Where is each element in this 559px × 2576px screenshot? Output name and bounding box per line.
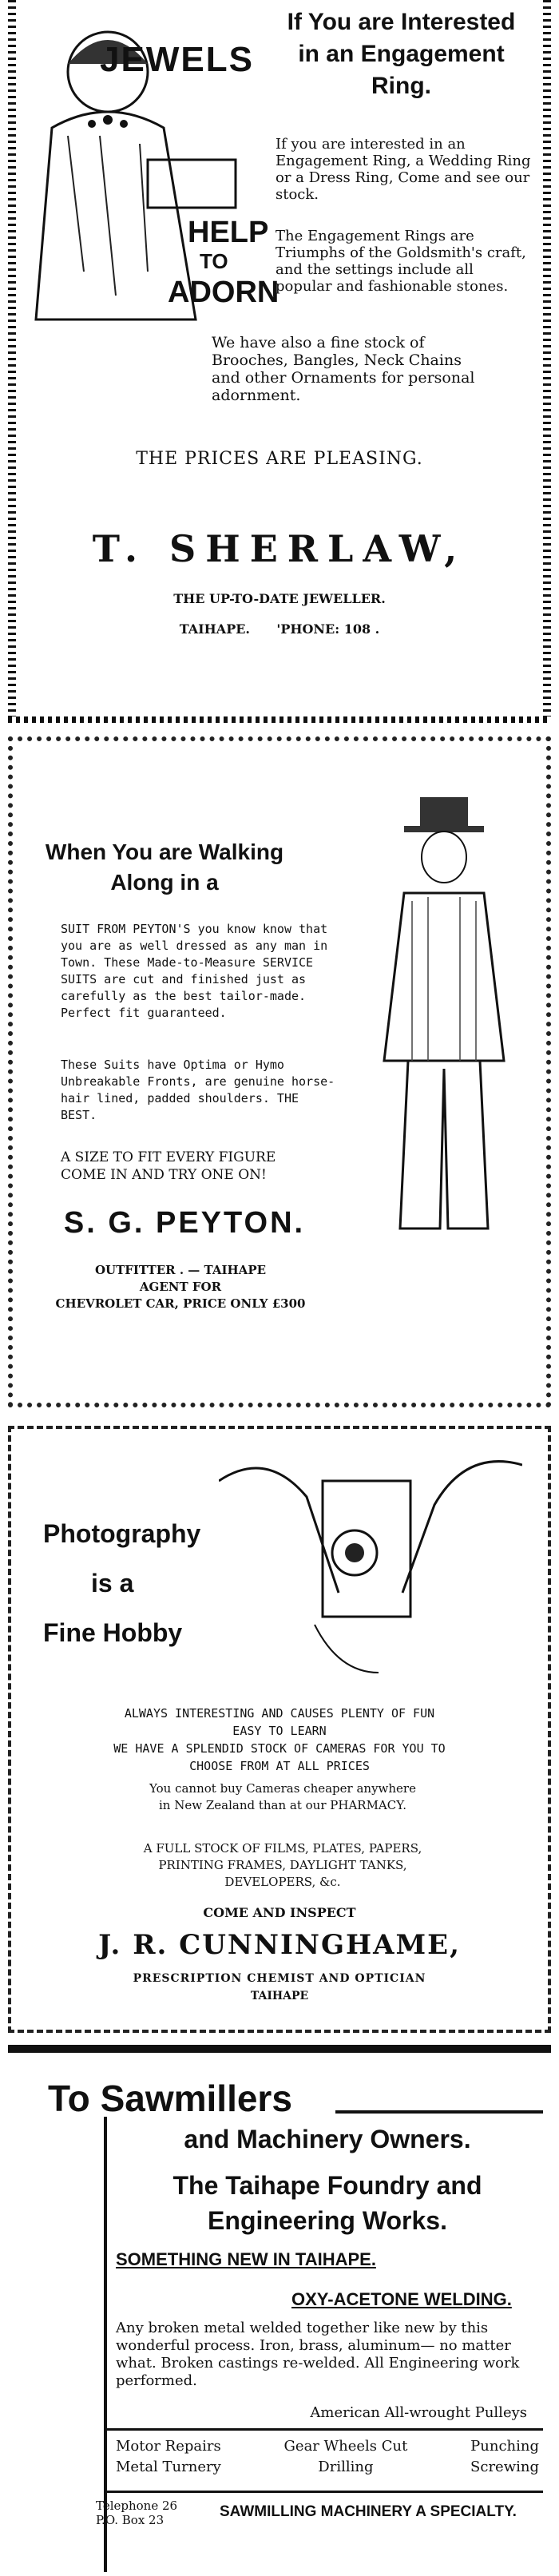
detail-line-2: AGENT FOR bbox=[139, 1280, 222, 1294]
cunninghame-advert bbox=[8, 1426, 551, 2033]
size-line-2: COME IN AND TRY ONE ON! bbox=[61, 1167, 267, 1183]
camera-illustration bbox=[219, 1433, 522, 1697]
sherlaw-tagline: THE UP-TO-DATE JEWELLER. bbox=[173, 591, 386, 606]
foundry-para-1: Any broken metal welded together like new by this wonderful process. Iron, brass, aluminum— no matter what. Broken castings re-welded. All Engineering work performed. bbox=[116, 2320, 520, 2389]
illustration-word-help: HELP bbox=[188, 216, 269, 249]
service-punching: Punching bbox=[470, 2438, 539, 2455]
peyton-para-2: These Suits have Optima or Hymo Unbreakable Fronts, are genuine horse-hair lined, padded shoulders. THE BEST. bbox=[61, 1058, 335, 1122]
foundry-headline-2: and Machinery Owners. bbox=[184, 2125, 471, 2153]
sherlaw-prices: THE PRICES ARE PLEASING. bbox=[136, 449, 423, 469]
headline-line-2: is a bbox=[91, 1569, 134, 1598]
sherlaw-para-2: The Engagement Rings are Triumphs of the Goldsmith's craft, and the settings include all popular and fashionable stones. bbox=[276, 228, 526, 295]
foundry-rule-low bbox=[107, 2491, 543, 2493]
sherlaw-para-1: If you are interested in an Engagement Ring, a Wedding Ring or a Dress Ring, Come and see our stock. bbox=[276, 136, 531, 203]
cunninghame-para-1: You cannot buy Cameras cheaper anywhere in New Zealand than at our PHARMACY. bbox=[149, 1781, 416, 1812]
size-line-1: A SIZE TO FIT EVERY FIGURE bbox=[61, 1149, 276, 1165]
illustration-word-adorn: ADORN bbox=[168, 276, 280, 309]
sherlaw-address: TAIHAPE. bbox=[179, 621, 250, 637]
foundry-telephone bbox=[96, 2499, 177, 2527]
jewels-illustration bbox=[20, 8, 280, 351]
foundry-headline-3: The Taihape Foundry and bbox=[172, 2171, 482, 2200]
foundry-headline-4: Engineering Works. bbox=[208, 2206, 447, 2235]
foundry-rule-mid bbox=[107, 2428, 543, 2431]
foundry-specialty: SAWMILLING MACHINERY A SPECIALTY. bbox=[220, 2503, 517, 2520]
sherlaw-advert bbox=[8, 0, 551, 723]
telephone-line: Telephone 26 bbox=[96, 2499, 178, 2513]
cunninghame-para-2: A FULL STOCK OF FILMS, PLATES, PAPERS, PRINTING FRAMES, DAYLIGHT TANKS, DEVELOPERS, &c. bbox=[143, 1841, 422, 1889]
cunninghame-come: COME AND INSPECT bbox=[203, 1905, 356, 1920]
cunninghame-role: PRESCRIPTION CHEMIST AND OPTICIAN bbox=[133, 1972, 426, 1985]
foundry-welding: OXY-ACETONE WELDING. bbox=[291, 2289, 512, 2309]
service-drilling: Drilling bbox=[318, 2459, 374, 2475]
headline-line-1: Photography bbox=[43, 1519, 201, 1548]
sherlaw-para-3: We have also a fine stock of Brooches, Bangles, Neck Chains and other Ornaments for personal adornment. bbox=[212, 334, 475, 404]
detail-line-3: CHEVROLET CAR, PRICE ONLY £300 bbox=[55, 1296, 306, 1311]
service-gear-wheels: Gear Wheels Cut bbox=[283, 2438, 408, 2455]
sherlaw-headline bbox=[268, 6, 535, 102]
info-line-4: CHOOSE FROM AT ALL PRICES bbox=[189, 1759, 370, 1773]
info-line-2: EASY TO LEARN bbox=[232, 1724, 327, 1738]
headline-line-3: Ring. bbox=[371, 73, 431, 99]
peyton-para-1: SUIT FROM PEYTON'S you know know that you are as well dressed as any man in Town. These Made-to-Measure SERVICE SUITS are cut and finished just as carefully as the best tailor-made. Perfect fit guaranteed. bbox=[61, 922, 328, 1020]
po-box-line: P.O. Box 23 bbox=[96, 2513, 165, 2527]
foundry-headline-1: To Sawmillers bbox=[48, 2078, 292, 2119]
sherlaw-contact bbox=[8, 621, 551, 637]
cunninghame-lines bbox=[19, 1705, 540, 1775]
peyton-advert bbox=[8, 736, 551, 1407]
peyton-headline bbox=[29, 837, 300, 898]
foundry-advert bbox=[8, 2045, 551, 2572]
foundry-services bbox=[116, 2436, 539, 2478]
sherlaw-phone: 'PHONE: 108 . bbox=[276, 621, 380, 637]
headline-line-1: When You are Walking bbox=[45, 839, 284, 864]
service-motor-repairs: Motor Repairs bbox=[116, 2438, 221, 2455]
service-screwing: Screwing bbox=[470, 2459, 539, 2475]
illustration-word-to: TO bbox=[200, 249, 228, 273]
foundry-pulleys: American All-wrought Pulleys bbox=[310, 2404, 527, 2421]
cunninghame-town: TAIHAPE bbox=[250, 1990, 309, 2002]
detail-line-1: OUTFITTER . — TAIHAPE bbox=[94, 1263, 267, 1277]
sherlaw-name: T. SHERLAW, bbox=[92, 527, 467, 570]
headline-line-3: Fine Hobby bbox=[43, 1618, 183, 1647]
peyton-details bbox=[29, 1262, 332, 1312]
suit-man-illustration bbox=[364, 797, 532, 1244]
peyton-name: S. G. PEYTON. bbox=[63, 1206, 306, 1240]
cunninghame-name: J. R. CUNNINGHAME, bbox=[98, 1929, 461, 1961]
headline-line-2: Along in a bbox=[110, 870, 219, 895]
peyton-size bbox=[61, 1149, 276, 1184]
photography-headline bbox=[43, 1509, 200, 1657]
foundry-rule-top bbox=[335, 2110, 543, 2114]
headline-line-2: in an Engagement bbox=[298, 41, 505, 67]
service-metal-turnery: Metal Turnery bbox=[116, 2459, 221, 2475]
illustration-word-jewels: JEWELS bbox=[100, 40, 254, 79]
info-line-3: WE HAVE A SPLENDID STOCK OF CAMERAS FOR YOU TO bbox=[113, 1741, 446, 1756]
info-line-1: ALWAYS INTERESTING AND CAUSES PLENTY OF FUN bbox=[124, 1706, 435, 1721]
foundry-sub: SOMETHING NEW IN TAIHAPE. bbox=[116, 2249, 376, 2269]
headline-line-1: If You are Interested bbox=[287, 9, 516, 35]
